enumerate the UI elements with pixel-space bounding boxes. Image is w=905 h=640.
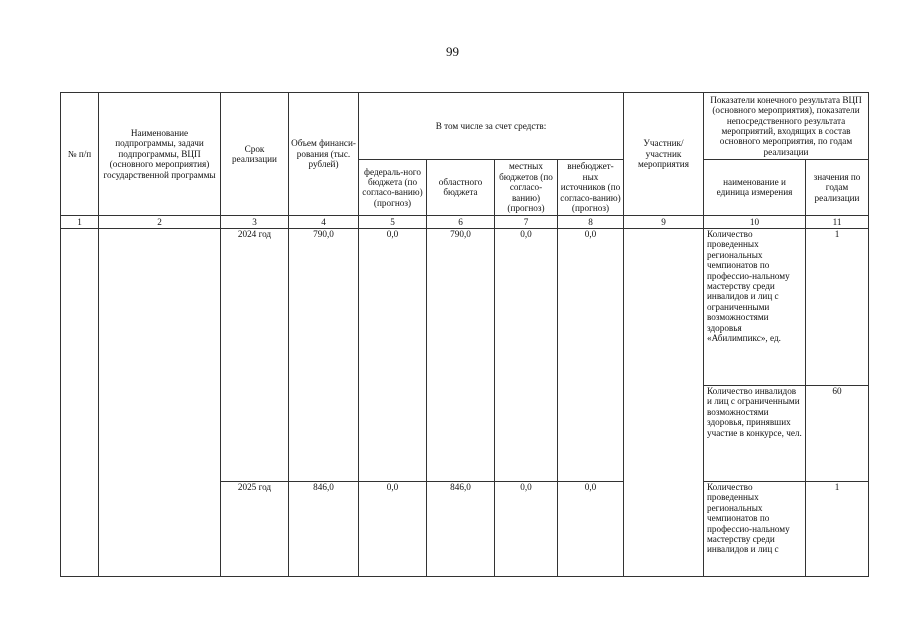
column-number: 3 [221,216,289,229]
cell-total: 846,0 [289,482,359,577]
cell-total: 790,0 [289,229,359,482]
column-number: 9 [624,216,704,229]
cell-regional: 790,0 [427,229,495,482]
header-period: Срок реализации [221,93,289,216]
program-table [60,92,869,577]
column-number: 7 [495,216,558,229]
header-participant: Участник/ участник мероприятия [624,93,704,216]
header-regional: областного бюджета [427,159,495,215]
cell-indicator-value: 60 [806,386,869,482]
column-number: 5 [359,216,427,229]
cell-participant [624,229,704,577]
cell-indicator-name: Количество инвалидов и лиц с ограниченными возможностями здоровья, принявших участие в конкурсе, чел. [704,386,806,482]
cell-federal: 0,0 [359,229,427,482]
cell-extra: 0,0 [558,482,624,577]
cell-regional: 846,0 [427,482,495,577]
cell-indicator-value: 1 [806,229,869,386]
cell-local: 0,0 [495,482,558,577]
table-row [61,229,869,386]
cell-name [99,229,221,577]
column-numbers-row [61,216,869,229]
header-indicators-group: Показатели конечного результата ВЦП (основного мероприятия), показатели непосредственного результата мероприятий, входящих в состав основного мероприятия, по годам реализации [704,93,869,160]
cell-number [61,229,99,577]
cell-federal: 0,0 [359,482,427,577]
cell-indicator-value: 1 [806,482,869,577]
cell-year: 2024 год [221,229,289,482]
header-indicator-value: значения по годам реализации [806,159,869,215]
header-number: № п/п [61,93,99,216]
header-local: местных бюджетов (по согласо-ванию) (прогноз) [495,159,558,215]
header-indicator-name: наименование и единица измерения [704,159,806,215]
cell-year: 2025 год [221,482,289,577]
cell-indicator-name: Количество проведенных региональных чемпионатов по профессио-нальному мастерству среди инвалидов и лиц с ограниченными возможностями здоровья «Абилимпикс», ед. [704,229,806,386]
column-number: 4 [289,216,359,229]
column-number: 10 [704,216,806,229]
column-number: 11 [806,216,869,229]
header-budget-group: В том числе за счет средств: [359,93,624,160]
cell-indicator-name: Количество проведенных региональных чемпионатов по профессио-нальному мастерству среди инвалидов и лиц с [704,482,806,577]
cell-local: 0,0 [495,229,558,482]
header-volume: Объем финанси-рования (тыс. рублей) [289,93,359,216]
page-number: 99 [446,44,459,59]
header-federal: федераль-ного бюджета (по согласо-ванию) (прогноз) [359,159,427,215]
column-number: 1 [61,216,99,229]
column-number: 2 [99,216,221,229]
column-number: 6 [427,216,495,229]
column-number: 8 [558,216,624,229]
header-extra: внебюджет-ных источников (по согласо-ванию) (прогноз) [558,159,624,215]
cell-extra: 0,0 [558,229,624,482]
header-name: Наименование подпрограммы, задачи подпрограммы, ВЦП (основного мероприятия) государственной программы [99,93,221,216]
